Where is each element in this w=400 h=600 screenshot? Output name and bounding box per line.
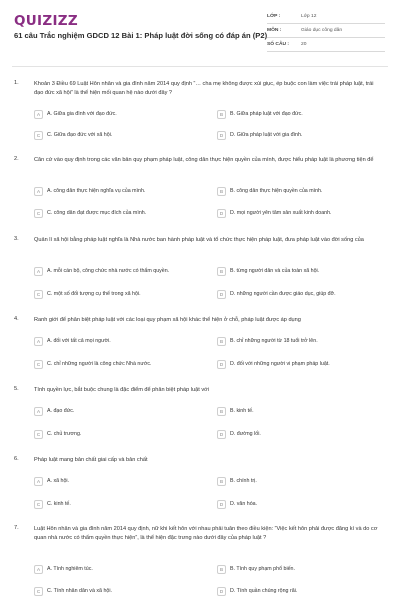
option-letter-box: D [217,587,226,596]
option-d[interactable] [217,208,332,218]
option-letter-box: A [34,267,43,276]
option-text: A. Giữa gia đình với đạo đức. [47,111,117,117]
question-text: Pháp luật mang bản chất giai cấp và bản chất [34,457,148,463]
option-d[interactable] [217,289,336,299]
option-text: A. đạo đức. [47,408,75,414]
option-d[interactable] [217,359,330,369]
question-number: 1. [14,80,19,86]
option-letter-box: D [217,131,226,140]
option-text: C. công dân đạt được mục đích của mình. [47,210,147,216]
option-c[interactable] [34,208,146,218]
option-b[interactable] [217,564,295,574]
question-text: Quản lí xã hội bằng pháp luật nghĩa là Nhà nước ban hành pháp luật và tổ chức thực hiện pháp luật, đưa pháp luật vào đời sống của [34,237,364,243]
option-letter-box: C [34,360,43,369]
option-letter-box: C [34,290,43,299]
option-text: B. kinh tế. [230,408,254,414]
worksheet-title: 61 câu Trắc nghiệm GDCD 12 Bài 1: Pháp luật đời sống có đáp án (P2) [14,31,268,40]
question-text: Căn cứ vào quy định trong các văn bản quy phạm pháp luật, công dân thực hiện quyền của mình, được hiểu pháp luật là phương tiện để [34,157,374,163]
question-number: 2. [14,156,19,162]
option-d[interactable] [217,499,257,509]
option-text: D. văn hóa. [230,501,258,507]
question-text: Khoản 3 Điều 69 Luật Hôn nhân và gia đình năm 2014 quy định “… cha mẹ không được xúi giục, ép buộc con làm việc trái pháp luật, trái đạo đức xã hội” là thể hiện mối quan hệ nào dưới đây ? [34,81,374,96]
option-letter-box: D [217,360,226,369]
option-text: B. chính trị. [230,478,257,484]
option-letter-box: C [34,587,43,596]
option-letter-box: B [217,407,226,416]
meta-key: LỚP : [267,14,281,19]
option-text: D. Tính quần chúng rộng rãi. [230,588,298,594]
option-text: A. mỗi cán bộ, công chức nhà nước có thẩm quyền. [47,268,170,274]
option-b[interactable] [217,336,318,346]
option-letter-box: B [217,565,226,574]
question-text: Luật Hôn nhân và gia đình năm 2014 quy định, nữ khi kết hôn với nhau phải tuân theo điều kiện: “Việc kết hôn phải được đăng kí và do cơ quan nhà nước có thẩm quyền thực hiện”, là thể hiện đặc trưng nào dưới đây của pháp luật ? [34,526,378,541]
option-letter-box: D [217,209,226,218]
option-a[interactable] [34,336,111,346]
option-letter-box: A [34,187,43,196]
option-b[interactable] [217,266,319,276]
option-letter-box: A [34,565,43,574]
meta-value: Lớp 12 [301,14,317,19]
question-number: 7. [14,525,19,531]
option-d[interactable] [217,586,297,596]
option-b[interactable] [217,186,322,196]
option-text: B. từng người dân và của toàn xã hội. [230,268,320,274]
question-number: 4. [14,316,19,322]
option-text: C. Giữa đạo đức với xã hội. [47,132,113,138]
option-text: A. đối với tất cả mọi người. [47,338,111,344]
header-divider [12,66,388,67]
option-letter-box: B [217,337,226,346]
option-b[interactable] [217,476,257,486]
meta-value: 20 [301,42,307,47]
option-letter-box: A [34,110,43,119]
question-number: 5. [14,386,19,392]
option-letter-box: B [217,187,226,196]
option-text: B. công dân thực hiện quyền của mình. [230,188,323,194]
option-a[interactable] [34,564,93,574]
option-text: B. chỉ những người từ 18 tuổi trở lên. [230,338,318,344]
option-letter-box: A [34,477,43,486]
option-c[interactable] [34,289,141,299]
option-letter-box: A [34,337,43,346]
option-b[interactable] [217,406,254,416]
option-text: B. Tính quy phạm phổ biến. [230,566,295,572]
meta-row-count [267,38,385,52]
meta-row-subject [267,24,385,38]
option-b[interactable] [217,109,303,119]
option-text: D. đối với những người vi phạm pháp luật. [230,361,330,367]
option-c[interactable] [34,130,112,140]
option-c[interactable] [34,429,81,439]
option-text: C. một số đối tượng cụ thể trong xã hội. [47,291,141,297]
meta-value: Giáo dục công dân [301,28,343,33]
option-a[interactable] [34,109,117,119]
option-text: C. kinh tế. [47,501,71,507]
option-a[interactable] [34,266,169,276]
option-letter-box: C [34,430,43,439]
option-text: D. Giữa pháp luật với gia đình. [230,132,303,138]
option-c[interactable] [34,499,71,509]
option-letter-box: C [34,209,43,218]
meta-key: MÔN : [267,28,282,33]
option-text: C. chỉ những người là công chức Nhà nước. [47,361,152,367]
quizizz-logo: QUIZIZZ [14,13,78,29]
option-c[interactable] [34,359,151,369]
option-letter-box: B [217,110,226,119]
option-a[interactable] [34,476,69,486]
option-c[interactable] [34,586,112,596]
option-text: C. Tính nhân dân và xã hội. [47,588,112,594]
option-letter-box: B [217,477,226,486]
worksheet-meta [267,10,385,52]
option-a[interactable] [34,186,145,196]
option-d[interactable] [217,130,302,140]
question-number: 6. [14,456,19,462]
question-text: Ranh giới để phân biệt pháp luật với các loại quy phạm xã hội khác thể hiện ở chỗ, pháp luật được áp dụng [34,317,301,323]
option-text: D. những người cần được giáo dục, giúp đỡ. [230,291,336,297]
option-text: D. mọi người yên tâm sản xuất kinh doanh. [230,210,332,216]
option-text: C. chủ trương. [47,431,82,437]
option-text: A. xã hội. [47,478,70,484]
option-text: A. công dân thực hiện nghĩa vụ của mình. [47,188,146,194]
worksheet-header [0,0,400,62]
option-text: B. Giữa pháp luật với đạo đức. [230,111,303,117]
option-letter-box: C [34,500,43,509]
option-letter-box: D [217,290,226,299]
question-number: 3. [14,236,19,242]
option-letter-box: A [34,407,43,416]
option-text: D. đường lối. [230,431,261,437]
option-letter-box: D [217,430,226,439]
option-letter-box: C [34,131,43,140]
question-text: Tính quyền lực, bắt buộc chung là đặc điểm để phân biệt pháp luật với [34,387,210,393]
option-letter-box: D [217,500,226,509]
option-text: A. Tính nghiêm túc. [47,566,93,572]
option-letter-box: B [217,267,226,276]
option-a[interactable] [34,406,74,416]
meta-key: SỐ CÂU : [267,42,290,47]
option-d[interactable] [217,429,261,439]
meta-row-class [267,10,385,24]
